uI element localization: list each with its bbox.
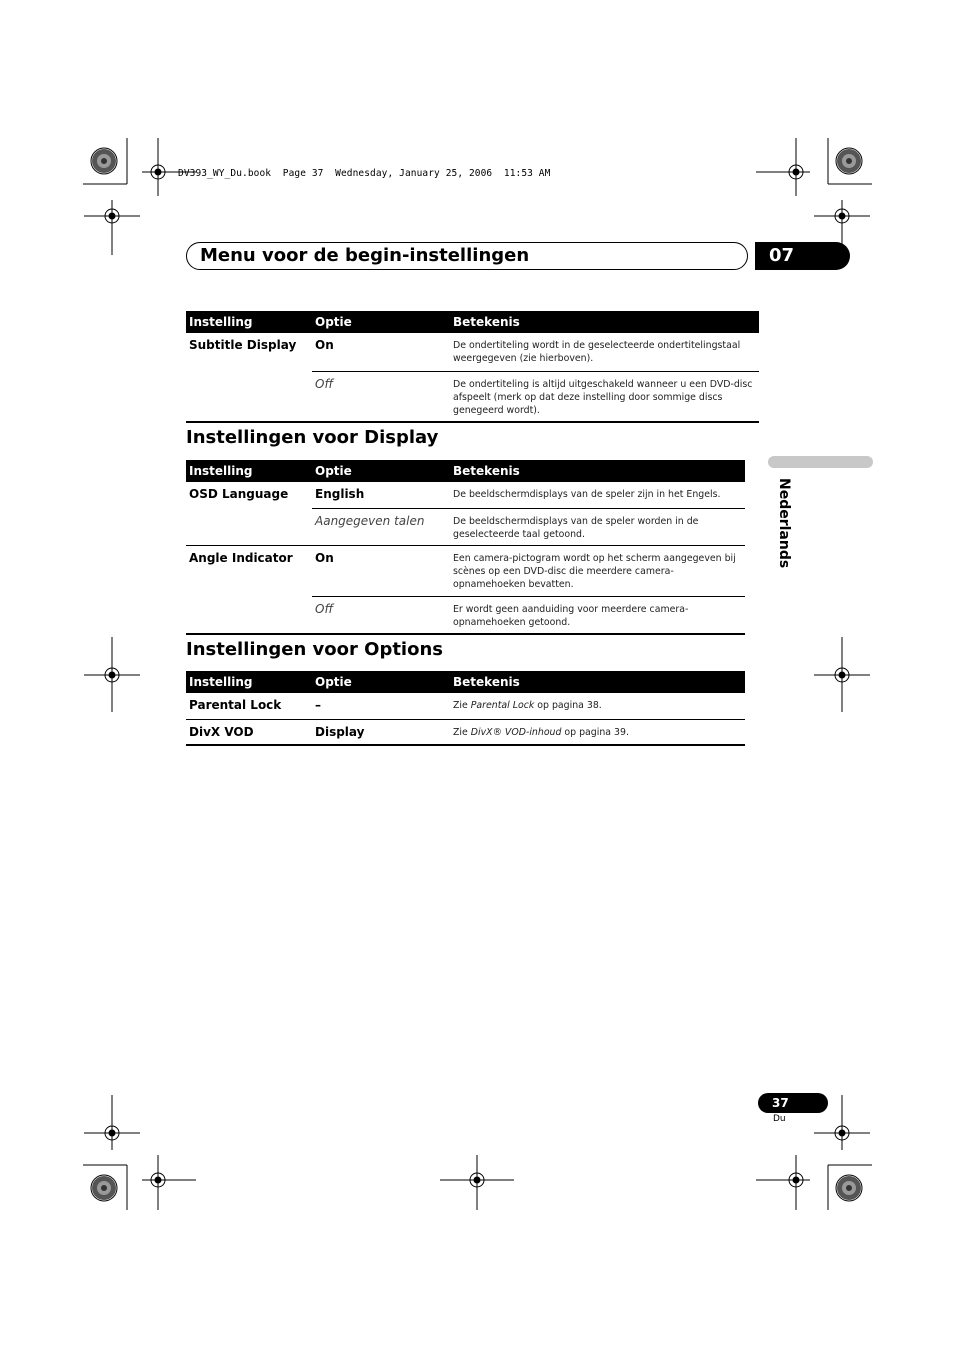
- table-header-row: [186, 311, 759, 333]
- language-tab-bar: [768, 456, 873, 468]
- setting-cell: DivX VOD: [186, 719, 312, 745]
- option-cell: Aangegeven talen: [312, 508, 450, 545]
- option-cell: Display: [312, 719, 450, 745]
- header-option: Optie: [312, 671, 450, 693]
- header-meaning: Betekenis: [450, 460, 745, 482]
- description-cell: De beeldschermdisplays van de speler worden in de geselecteerde taal getoond.: [450, 508, 745, 545]
- table-row: [186, 371, 759, 422]
- desc-pre: Zie: [453, 700, 471, 711]
- description-cell: Een camera-pictogram wordt op het scherm aangegeven bij scènes op een DVD-disc die meerdere camera-opnamehoeken bevatten.: [450, 545, 745, 596]
- header-setting: Instelling: [186, 671, 312, 693]
- header-option: Optie: [312, 460, 450, 482]
- option-cell: –: [315, 698, 321, 712]
- table-row: [186, 693, 745, 719]
- table-header-row: [186, 671, 745, 693]
- setting-cell: OSD Language: [189, 487, 289, 501]
- description-cell: De ondertiteling wordt in de geselecteerde ondertitelingstaal weergegeven (zie hierboven).: [453, 340, 741, 364]
- setting-cell: [186, 508, 312, 545]
- side-language-label: Nederlands: [776, 478, 792, 569]
- table-row: [186, 545, 745, 596]
- table-row: [186, 596, 745, 634]
- options-section-title: Instellingen voor Options: [186, 639, 444, 660]
- description-cell: De beeldschermdisplays van de speler zijn in het Engels.: [453, 489, 721, 500]
- option-cell: Off: [312, 596, 450, 634]
- description-cell: Er wordt geen aanduiding voor meerdere camera-opnamehoeken getoond.: [450, 596, 745, 634]
- page-number: 37: [758, 1093, 828, 1113]
- option-cell: English: [315, 487, 365, 501]
- desc-reference: DivX® VOD-inhoud: [470, 726, 562, 738]
- chapter-number: 07: [755, 242, 850, 270]
- option-cell: On: [315, 338, 334, 352]
- description-cell: [450, 719, 745, 745]
- desc-pre: Zie: [453, 726, 471, 738]
- desc-reference: Parental Lock: [470, 700, 535, 711]
- table-header-row: [186, 460, 745, 482]
- desc-post: op pagina 39.: [561, 726, 629, 738]
- chapter-title: Menu voor de begin-instellingen: [200, 245, 530, 266]
- side-language-label-wrap: [770, 478, 800, 578]
- setting-cell: Parental Lock: [189, 698, 282, 712]
- subtitle-settings-table: [186, 311, 759, 423]
- header-setting: Instelling: [186, 460, 312, 482]
- setting-cell: Angle Indicator: [186, 545, 312, 596]
- options-settings-table: [186, 671, 745, 746]
- table-row: [186, 482, 745, 508]
- table-row: [186, 333, 759, 371]
- setting-cell: [186, 371, 312, 422]
- table-row: [186, 719, 745, 745]
- description-cell: De ondertiteling is altijd uitgeschakeld wanneer u een DVD-disc afspeelt (merk op dat deze instelling door sommige discs genegeerd wordt).: [450, 371, 759, 422]
- display-section-title: Instellingen voor Display: [186, 427, 439, 448]
- desc-post: op pagina 38.: [534, 700, 602, 711]
- header-meaning: Betekenis: [450, 311, 759, 333]
- header-meaning: Betekenis: [450, 671, 745, 693]
- option-cell: Off: [312, 371, 450, 422]
- display-settings-table: [186, 460, 745, 635]
- page-language: Du: [773, 1114, 786, 1124]
- header-setting: Instelling: [186, 311, 312, 333]
- header-option: Optie: [312, 311, 450, 333]
- setting-cell: Subtitle Display: [189, 338, 297, 352]
- print-info-line: DV393_WY_Du.book Page 37 Wednesday, January 25, 2006 11:53 AM: [178, 168, 551, 179]
- setting-cell: [186, 596, 312, 634]
- description-cell: [450, 693, 745, 719]
- table-row: [186, 508, 745, 545]
- option-cell: On: [312, 545, 450, 596]
